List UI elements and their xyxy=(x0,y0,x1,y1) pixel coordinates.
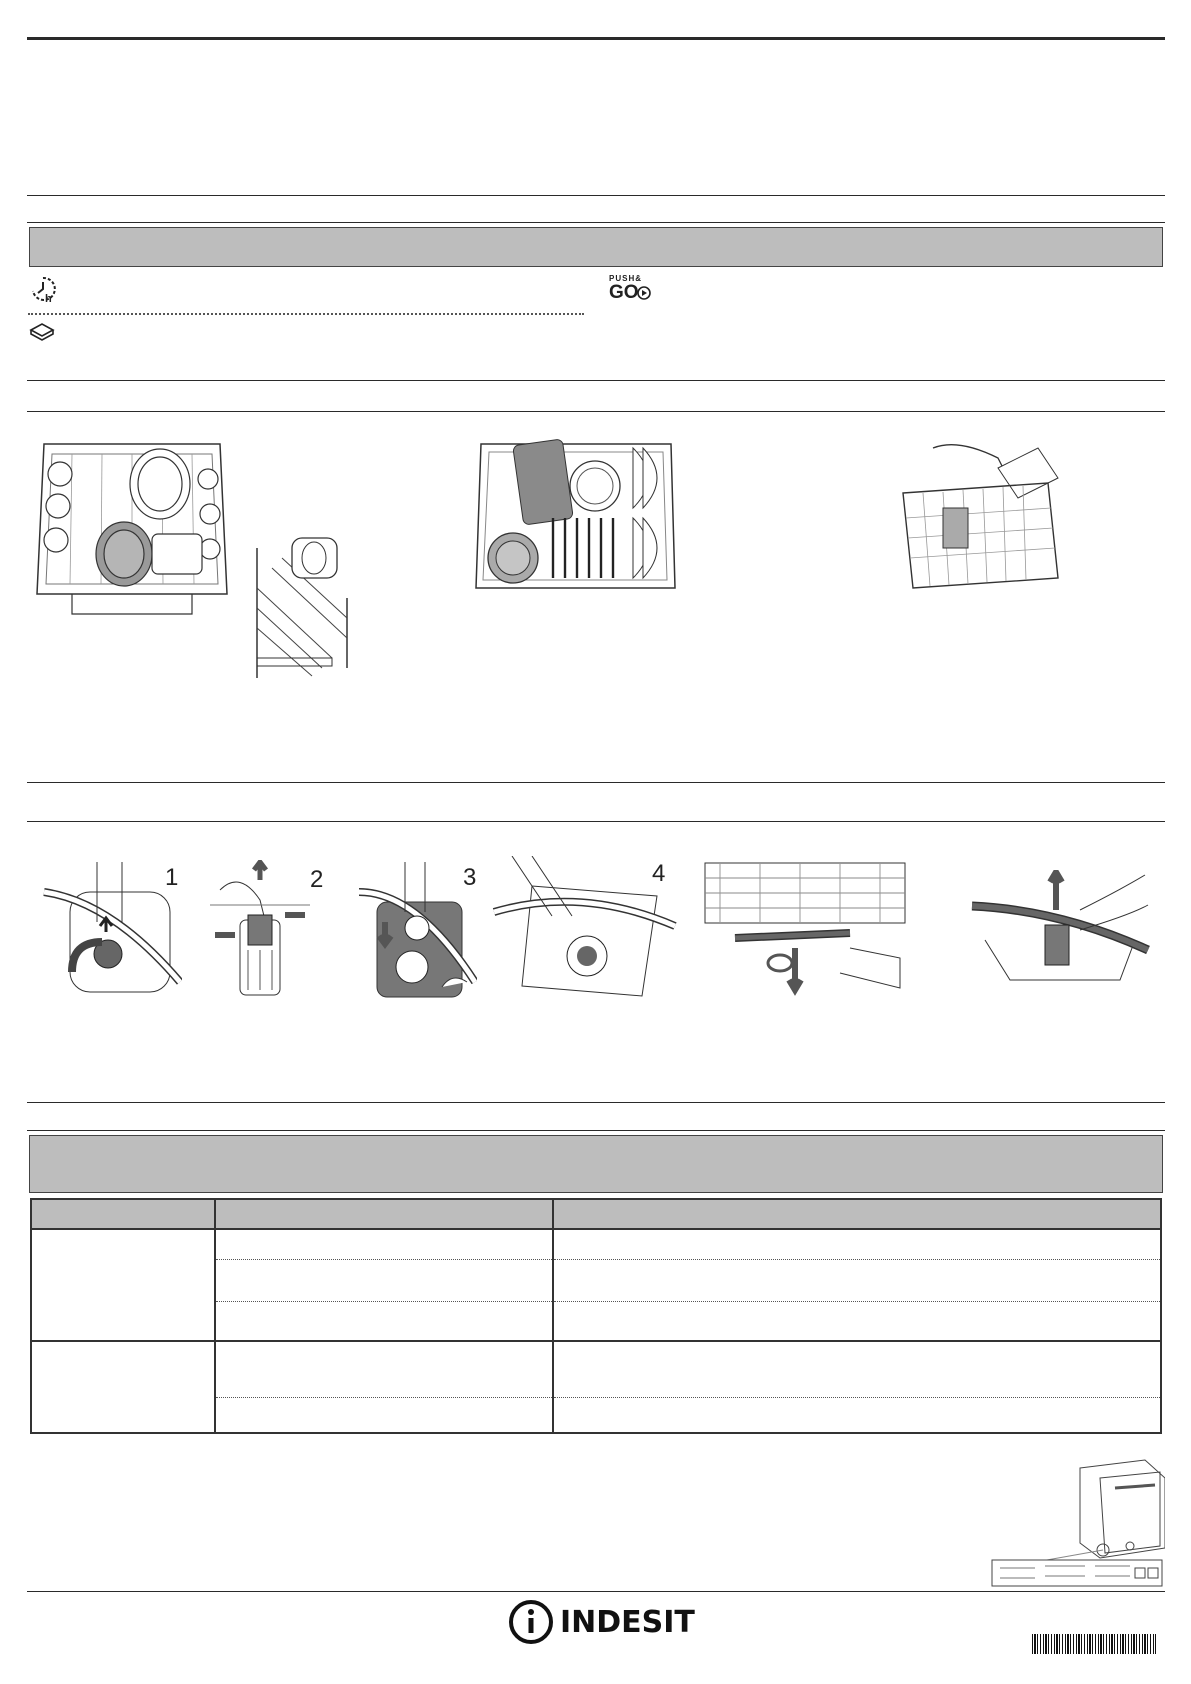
footer-rule xyxy=(27,1591,1165,1592)
push-and-go-icon xyxy=(609,274,653,306)
section-rule xyxy=(27,1130,1165,1131)
section-rule xyxy=(27,1102,1165,1103)
table-cell xyxy=(215,1229,553,1260)
brand-logo-mark xyxy=(508,1599,554,1645)
section-rule xyxy=(27,380,1165,381)
table-cell xyxy=(215,1341,553,1398)
troubleshooting-header-band xyxy=(29,1135,1163,1193)
table-row xyxy=(31,1229,1161,1260)
table-cell xyxy=(553,1302,1161,1342)
section-rule xyxy=(27,782,1165,783)
table-row xyxy=(31,1341,1161,1398)
step-number-2: 2 xyxy=(310,866,324,893)
table-cell xyxy=(215,1302,553,1342)
step-number-3: 3 xyxy=(463,864,477,891)
table-cell xyxy=(215,1398,553,1434)
rating-plate-illustration xyxy=(990,1458,1165,1588)
step-number-4: 4 xyxy=(652,860,666,887)
brand-name: INDESIT xyxy=(560,1604,695,1640)
svg-text:h: h xyxy=(45,293,52,304)
troubleshooting-table xyxy=(30,1198,1162,1434)
section-rule xyxy=(27,411,1165,412)
delay-timer-icon xyxy=(28,274,58,304)
push-go-bottom: GO xyxy=(609,282,639,303)
lower-basket-illustration xyxy=(32,434,232,622)
barcode xyxy=(1032,1634,1156,1654)
filter-step-2-illustration xyxy=(210,860,310,1002)
push-go-top: PUSH& xyxy=(609,274,643,283)
brand-logo xyxy=(508,1597,695,1647)
table-header-cell xyxy=(215,1199,553,1229)
step-number-1: 1 xyxy=(165,864,179,891)
tablet-icon xyxy=(28,320,56,342)
section-rule xyxy=(27,222,1165,223)
options-header-band xyxy=(29,227,1163,267)
table-cell xyxy=(553,1260,1161,1302)
table-cell xyxy=(31,1229,215,1341)
filter-step-4-illustration xyxy=(492,856,677,1002)
cutlery-basket-illustration xyxy=(898,438,1068,598)
dotted-divider xyxy=(28,313,584,315)
filter-step-1-illustration xyxy=(42,862,182,1002)
filter-step-3-illustration xyxy=(357,862,477,1002)
table-cell xyxy=(553,1398,1161,1434)
section-rule xyxy=(27,195,1165,196)
table-header-row xyxy=(31,1199,1161,1229)
table-header-cell xyxy=(31,1199,215,1229)
table-header-cell xyxy=(553,1199,1161,1229)
upper-basket-illustration xyxy=(473,438,678,598)
table-cell xyxy=(31,1341,215,1433)
section-rule xyxy=(27,821,1165,822)
spray-arm-removal-illustration xyxy=(700,858,910,1002)
table-cell xyxy=(553,1341,1161,1398)
table-cell xyxy=(553,1229,1161,1260)
table-cell xyxy=(215,1260,553,1302)
top-rule xyxy=(27,37,1165,40)
lower-spray-arm-illustration xyxy=(970,870,1150,990)
fold-down-rack-illustration xyxy=(252,528,354,681)
